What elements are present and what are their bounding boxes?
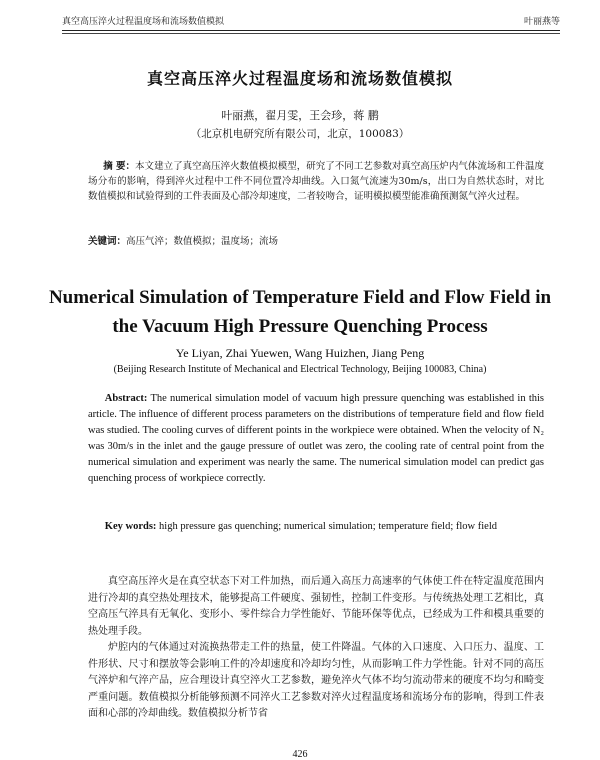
chinese-keywords [88, 233, 544, 247]
english-title: Numerical Simulation of Temperature Field and Flow Field in the Vacuum High Pressure Quenching Process [48, 287, 552, 337]
chinese-abstract [88, 159, 544, 204]
body-paragraph-2: 炉腔内的气体通过对流换热带走工件的热量，使工件降温。气体的入口速度、入口压力、温度、工件形状、尺寸和摆放等会影响工件的冷却速度和冷却均匀性，从而影响工件力学性能。针对不同的高压气淬炉和气淬产品，应合理设计真空淬火工艺参数，避免淬火气体不均匀流动带来的硬度不均匀和畸变严重问题。数值模拟分析能够预测不同淬火工艺参数对淬火过程温度场和流场分布的影响，得到工件表面和心部的冷却曲线。数值模拟分析节省 [88, 642, 544, 719]
english-abstract [88, 391, 544, 487]
english-keywords [88, 519, 544, 535]
chinese-title: 真空高压淬火过程温度场和流场数值模拟 [146, 69, 453, 88]
english-abstract-text: The numerical simulation model of vacuum high pressure quenching was established in this article. The influence of different process parameters on the distributions of temperature field and flow field was studied. The cooling curves of different points in the workpiece were obtained. When the velocity of N₂ was 30m/s in the inlet and the gauge pressure of outlet was zero, the cooling rate of central point from the numerical simulation and experiment was nearly the same. The numerical simulation model can predict gas quenching process of workpiece correctly. [88, 393, 544, 484]
body-paragraph-1: 真空高压淬火是在真空状态下对工件加热，而后通入高压力高速率的气体使工件在特定温度范围内进行冷却的真空热处理技术，能够提高工件硬度、强韧性，控制工件变形。与传统热处理工艺相比，真空高压气淬具有无氧化、变形小、零件综合力学性能好、节能环保等优点，已经成为工件和模具重要的热处理手段。 [88, 576, 544, 637]
chinese-keywords-text: 高压气淬；数值模拟；温度场；流场 [126, 236, 279, 247]
header-rule-thick [62, 30, 560, 31]
english-keywords-label: Key words: [104, 521, 157, 532]
english-authors: Ye Liyan, Zhai Yuewen, Wang Huizhen, Jiang Peng [175, 346, 425, 360]
chinese-authors: 叶丽燕，翟月雯，王会珍，蒋 鹏 [221, 109, 379, 122]
english-abstract-label: Abstract: [104, 393, 148, 404]
chinese-affiliation: （北京机电研究所有限公司，北京，100083） [190, 128, 410, 140]
english-affiliation: (Beijing Research Institute of Mechanical and Electrical Technology, Beijing 100083, China) [113, 364, 487, 375]
chinese-abstract-label: 摘 要： [103, 161, 136, 172]
header-right-authors: 叶丽燕等 [523, 17, 560, 27]
header-rule-thin [62, 33, 560, 34]
page-number: 426 [292, 749, 308, 760]
body-text [88, 574, 544, 723]
header-left-title: 真空高压淬火过程温度场和流场数值模拟 [62, 17, 225, 27]
chinese-abstract-text: 本文建立了真空高压淬火数值模拟模型，研究了不同工艺参数对真空高压炉内气体流场和工件温度场分布的影响，得到淬火过程中工件不同位置冷却曲线。入口氮气流速为30m/s，出口为自然状态时，对比数值模拟和试验得到的工件表面及心部冷却速度，二者较吻合，证明模拟模型能准确预测氮气淬火过程。 [88, 161, 544, 202]
chinese-keywords-label: 关键词： [88, 236, 127, 247]
running-header [62, 14, 560, 27]
english-keywords-text: high pressure gas quenching; numerical simulation; temperature field; flow field [159, 521, 497, 532]
